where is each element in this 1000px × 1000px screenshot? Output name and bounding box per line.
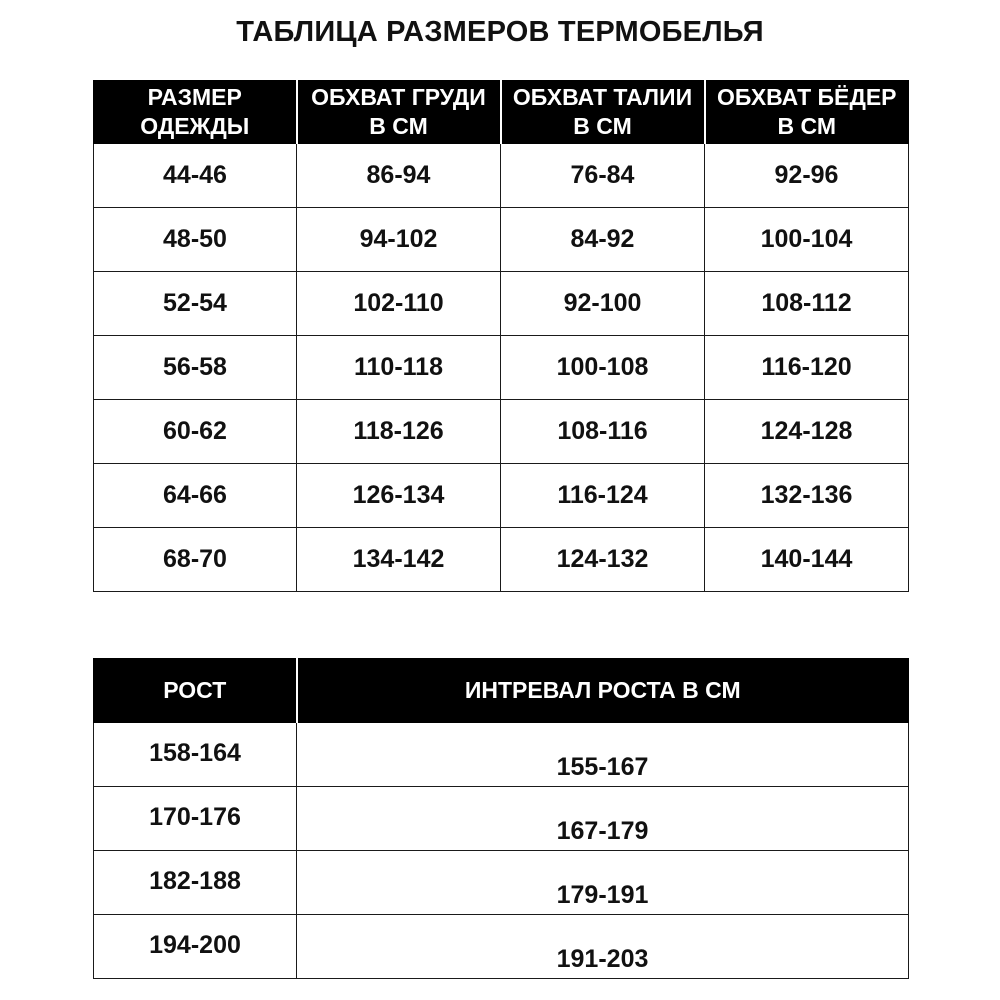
table-row xyxy=(94,400,909,464)
cell-hip-girth: 108-112 xyxy=(705,272,909,336)
cell-hip-girth: 116-120 xyxy=(705,336,909,400)
cell-chest-girth: 134-142 xyxy=(297,528,501,592)
cell-clothing-size: 48-50 xyxy=(94,208,297,272)
cell-chest-girth: 86-94 xyxy=(297,144,501,208)
cell-clothing-size: 44-46 xyxy=(94,144,297,208)
cell-waist-girth: 116-124 xyxy=(501,464,705,528)
cell-height-interval: 167-179 xyxy=(297,787,909,851)
cell-height-interval: 191-203 xyxy=(297,915,909,979)
cell-clothing-size: 52-54 xyxy=(94,272,297,336)
header-line: ОБХВАТ ТАЛИИ xyxy=(512,84,693,110)
table-row xyxy=(94,528,909,592)
cell-clothing-size: 64-66 xyxy=(94,464,297,528)
header-line: ОБХВАТ БЁДЕР xyxy=(716,84,897,110)
table-row xyxy=(94,272,909,336)
header-clothing-size xyxy=(94,81,297,144)
header-line: ОДЕЖДЫ xyxy=(140,113,250,139)
table-row xyxy=(94,851,909,915)
table-row xyxy=(94,208,909,272)
size-chart-header-row xyxy=(94,81,909,144)
cell-chest-girth: 102-110 xyxy=(297,272,501,336)
header-waist-girth xyxy=(501,81,705,144)
table-row xyxy=(94,787,909,851)
cell-height: 170-176 xyxy=(94,787,297,851)
cell-chest-girth: 118-126 xyxy=(297,400,501,464)
header-line: В СМ xyxy=(573,113,632,139)
size-chart-table xyxy=(93,80,909,592)
cell-chest-girth: 110-118 xyxy=(297,336,501,400)
cell-hip-girth: 140-144 xyxy=(705,528,909,592)
cell-clothing-size: 60-62 xyxy=(94,400,297,464)
header-height: РОСТ xyxy=(94,659,297,723)
cell-waist-girth: 76-84 xyxy=(501,144,705,208)
header-line: В СМ xyxy=(777,113,836,139)
cell-clothing-size: 56-58 xyxy=(94,336,297,400)
table-row xyxy=(94,723,909,787)
cell-hip-girth: 124-128 xyxy=(705,400,909,464)
height-chart-table xyxy=(93,658,909,979)
cell-waist-girth: 84-92 xyxy=(501,208,705,272)
cell-height: 194-200 xyxy=(94,915,297,979)
cell-waist-girth: 92-100 xyxy=(501,272,705,336)
table-row xyxy=(94,464,909,528)
header-line: В СМ xyxy=(369,113,428,139)
cell-hip-girth: 100-104 xyxy=(705,208,909,272)
header-height-interval: ИНТРЕВАЛ РОСТА В СМ xyxy=(297,659,909,723)
cell-clothing-size: 68-70 xyxy=(94,528,297,592)
table-row xyxy=(94,144,909,208)
cell-hip-girth: 92-96 xyxy=(705,144,909,208)
cell-waist-girth: 124-132 xyxy=(501,528,705,592)
header-line: ОБХВАТ ГРУДИ xyxy=(311,84,486,110)
cell-height: 158-164 xyxy=(94,723,297,787)
cell-height-interval: 179-191 xyxy=(297,851,909,915)
cell-height: 182-188 xyxy=(94,851,297,915)
cell-chest-girth: 94-102 xyxy=(297,208,501,272)
cell-waist-girth: 108-116 xyxy=(501,400,705,464)
table-row xyxy=(94,336,909,400)
cell-height-interval: 155-167 xyxy=(297,723,909,787)
cell-chest-girth: 126-134 xyxy=(297,464,501,528)
height-chart-header-row xyxy=(94,659,909,723)
cell-hip-girth: 132-136 xyxy=(705,464,909,528)
header-chest-girth xyxy=(297,81,501,144)
table-row xyxy=(94,915,909,979)
page-title: ТАБЛИЦА РАЗМЕРОВ ТЕРМОБЕЛЬЯ xyxy=(236,16,764,48)
header-hip-girth xyxy=(705,81,909,144)
header-line: РАЗМЕР xyxy=(147,84,242,110)
cell-waist-girth: 100-108 xyxy=(501,336,705,400)
